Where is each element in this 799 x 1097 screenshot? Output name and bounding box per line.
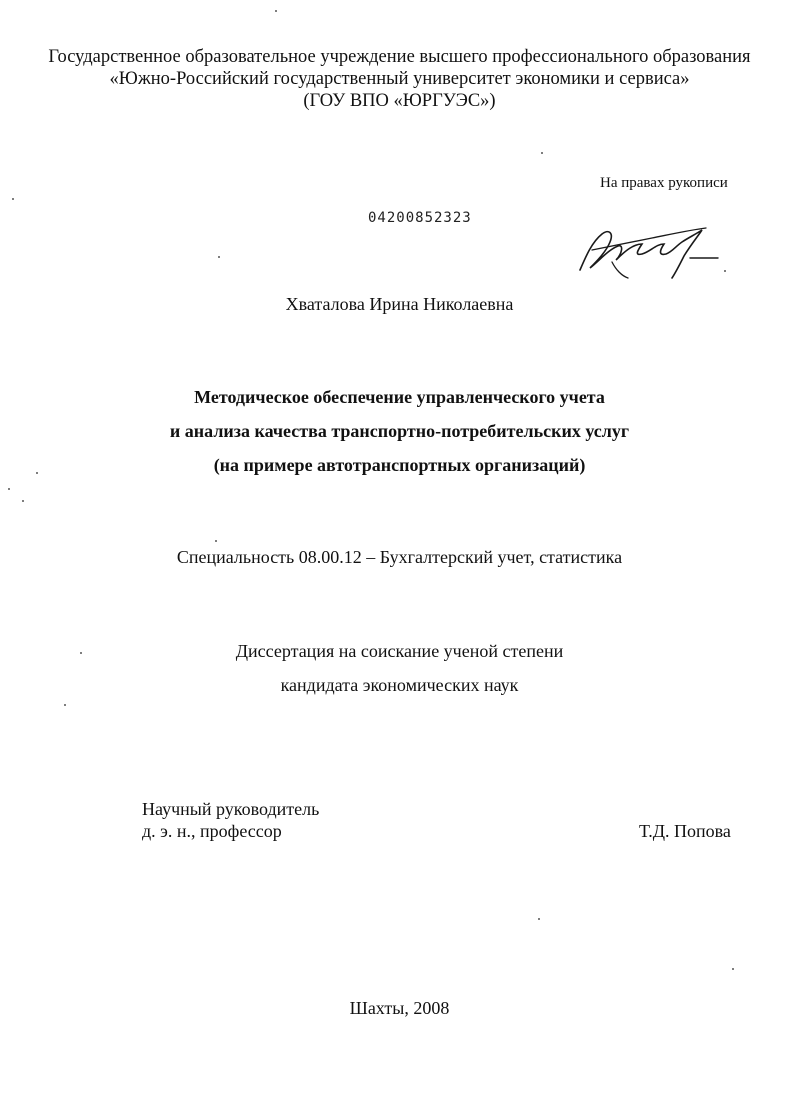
- scan-speck: [732, 968, 734, 970]
- institution-line-1: Государственное образовательное учреждение высшего профессионального образования: [48, 47, 751, 67]
- title-line-2: и анализа качества транспортно-потребительских услуг: [169, 421, 630, 441]
- specialty: Специальность 08.00.12 – Бухгалтерский учет, статистика: [176, 547, 623, 567]
- scan-speck: [215, 540, 217, 542]
- scan-speck: [80, 652, 82, 654]
- scan-speck: [541, 152, 543, 154]
- institution-line-3: (ГОУ ВПО «ЮРГУЭС»): [303, 91, 496, 111]
- supervisor-name: Т.Д. Попова: [639, 821, 731, 841]
- scan-speck: [275, 10, 277, 12]
- scan-speck: [538, 918, 540, 920]
- scan-speck: [724, 270, 726, 272]
- signature-icon: [572, 220, 722, 282]
- scan-speck: [64, 704, 66, 706]
- scan-speck: [12, 198, 14, 200]
- supervisor-rank: д. э. н., профессор: [142, 821, 282, 841]
- catalog-number: 04200852323: [368, 210, 472, 226]
- scan-speck: [218, 256, 220, 258]
- scan-speck: [36, 472, 38, 474]
- manuscript-note: На правах рукописи: [600, 175, 728, 191]
- place-year: Шахты, 2008: [349, 998, 450, 1018]
- degree-line-2: кандидата экономических наук: [280, 675, 519, 695]
- scan-speck: [22, 500, 24, 502]
- title-line-3: (на примере автотранспортных организаций): [213, 455, 586, 475]
- author-name: Хваталова Ирина Николаевна: [285, 294, 514, 314]
- institution-line-2: «Южно-Российский государственный университет экономики и сервиса»: [109, 69, 690, 89]
- degree-line-1: Диссертация на соискание ученой степени: [235, 641, 564, 661]
- supervisor-label: Научный руководитель: [142, 799, 320, 819]
- title-line-1: Методическое обеспечение управленческого учета: [194, 387, 605, 407]
- scan-speck: [8, 488, 10, 490]
